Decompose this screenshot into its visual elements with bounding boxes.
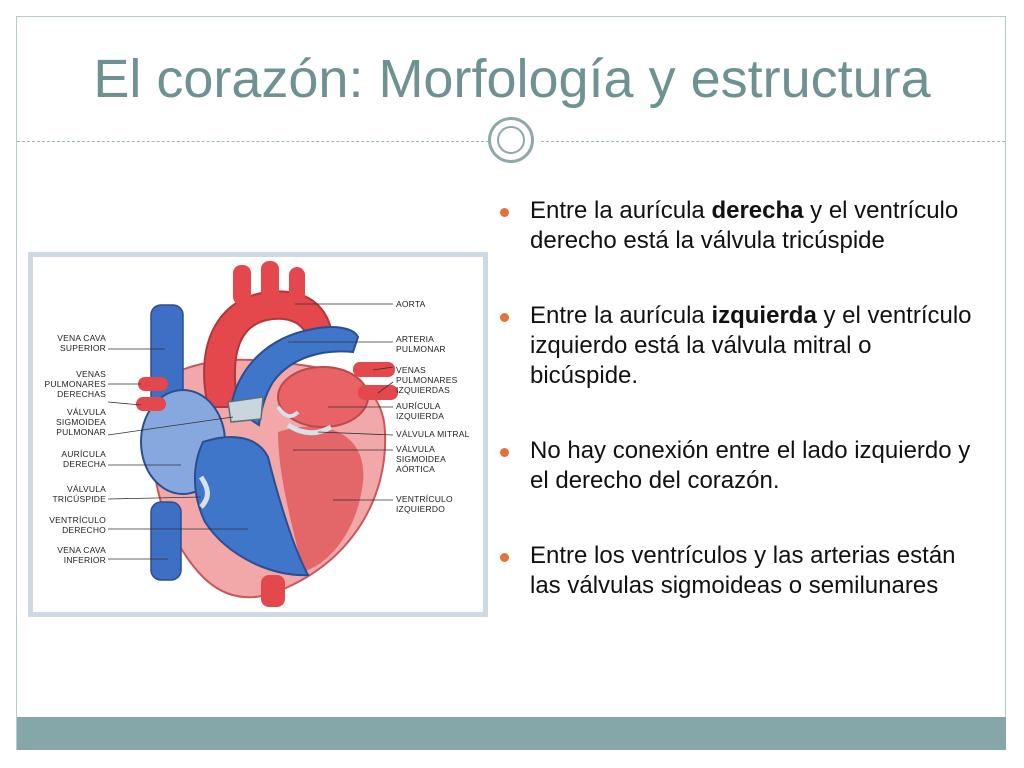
aorta-branch-1 — [233, 265, 251, 305]
heart-diagram-figure — [28, 252, 488, 617]
label-venas-pulmonares-der-3: DERECHAS — [57, 389, 106, 399]
inferior-vena-cava-shape — [151, 502, 181, 580]
label-arteria-pulmonar-2: PULMONAR — [396, 344, 446, 354]
label-valvula-sigmoidea-pulmonar-2: SIGMOIDEA — [56, 417, 106, 427]
bullet-text: No hay conexión entre el lado izquierdo y el derecho del corazón. — [530, 437, 971, 494]
label-vena-cava-inferior-2: INFERIOR — [63, 555, 106, 565]
bullet-dot-icon — [500, 208, 509, 217]
title-divider-left — [17, 141, 489, 142]
descending-aorta-stub — [261, 575, 285, 607]
bullet-text-post: y el ventrículo derecho está la válvula tricúspide — [530, 197, 959, 254]
label-valvula-tricuspide-2: TRICÚSPIDE — [52, 494, 106, 504]
label-venas-pulmonares-izq-2: PULMONARES — [396, 375, 458, 385]
label-vena-cava-superior-2: SUPERIOR — [60, 343, 106, 353]
label-valvula-sigmoidea-pulmonar-1: VÁLVULA — [66, 407, 106, 417]
bullet-list — [500, 196, 980, 646]
bullet-item — [500, 196, 980, 256]
bullet-text-post: y el ventrículo izquierdo está la válvula mitral o bicúspide. — [530, 302, 972, 389]
bullet-dot-icon — [500, 553, 509, 562]
label-valvula-mitral: VÁLVULA MITRAL — [396, 429, 470, 439]
label-vena-cava-inferior-1: VENA CAVA — [57, 545, 106, 555]
label-ventriculo-derecho-2: DERECHO — [62, 525, 106, 535]
bullet-text: Entre los ventrículos y las arterias están las válvulas sigmoideas o semilunares — [530, 542, 956, 599]
bullet-text-pre: Entre la aurícula — [530, 302, 712, 329]
bullet-text-bold: derecha — [711, 197, 804, 224]
bullet-text-pre: Entre la aurícula — [530, 197, 712, 224]
aorta-branch-3 — [289, 267, 305, 303]
bullet-item — [500, 436, 980, 496]
bullet-dot-icon — [500, 448, 509, 457]
label-ventriculo-izquierdo-1: VENTRÍCULO — [396, 494, 453, 504]
label-ventriculo-derecho-1: VENTRÍCULO — [49, 515, 106, 525]
pulmonary-valve-shape — [228, 397, 263, 422]
divider-circle-ornament — [488, 117, 534, 163]
label-venas-pulmonares-der-1: VENAS — [76, 369, 106, 379]
label-aorta: AORTA — [396, 299, 426, 309]
heart-illustration — [33, 257, 483, 612]
aorta-branch-2 — [261, 261, 279, 299]
label-valvula-sigmoidea-aortica-3: AÓRTICA — [396, 464, 436, 474]
label-valvula-tricuspide-1: VÁLVULA — [66, 484, 106, 494]
label-arteria-pulmonar-1: ARTERIA — [396, 334, 435, 344]
bullet-dot-icon — [500, 313, 509, 322]
bullet-item — [500, 301, 980, 391]
divider-circle-inner — [497, 126, 525, 154]
bullet-text-bold: izquierda — [711, 302, 817, 329]
label-valvula-sigmoidea-pulmonar-3: PULMONAR — [56, 427, 106, 437]
label-auricula-derecha-1: AURÍCULA — [61, 449, 106, 459]
right-pulmonary-vein-lower — [136, 397, 166, 411]
label-auricula-izquierda-2: IZQUIERDA — [396, 411, 445, 421]
left-pulmonary-vein-lower — [358, 385, 398, 400]
label-vena-cava-superior-1: VENA CAVA — [57, 333, 106, 343]
title-divider-right — [541, 141, 1005, 142]
label-valvula-sigmoidea-aortica-1: VÁLVULA — [396, 444, 436, 454]
bullet-item — [500, 541, 980, 601]
slide-title: El corazón: Morfología y estructura — [93, 49, 931, 109]
label-venas-pulmonares-der-2: PULMONARES — [44, 379, 106, 389]
label-valvula-sigmoidea-aortica-2: SIGMOIDEA — [396, 454, 446, 464]
label-venas-pulmonares-izq-3: IZQUIERDAS — [396, 385, 450, 395]
right-pulmonary-vein-upper — [138, 377, 168, 391]
footer-bar — [17, 717, 1006, 750]
label-ventriculo-izquierdo-2: IZQUIERDO — [396, 504, 446, 514]
label-auricula-izquierda-1: AURÍCULA — [396, 401, 441, 411]
label-auricula-derecha-2: DERECHA — [63, 459, 106, 469]
label-venas-pulmonares-izq-1: VENAS — [396, 365, 426, 375]
